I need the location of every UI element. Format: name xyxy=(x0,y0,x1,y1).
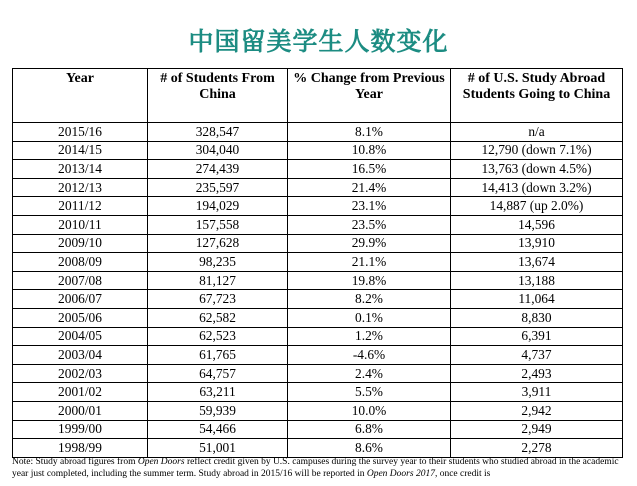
cell-year: 2013/14 xyxy=(13,160,148,179)
cell-year: 2008/09 xyxy=(13,253,148,272)
table-row xyxy=(13,383,623,402)
cell-year: 2007/08 xyxy=(13,271,148,290)
header-year: Year xyxy=(13,69,148,123)
cell-year: 2003/04 xyxy=(13,346,148,365)
cell-percent-change: 6.8% xyxy=(288,420,451,439)
cell-students-from-china: 157,558 xyxy=(148,215,288,234)
cell-year: 2000/01 xyxy=(13,401,148,420)
cell-percent-change: 29.9% xyxy=(288,234,451,253)
cell-students-from-china: 194,029 xyxy=(148,197,288,216)
students-table xyxy=(12,68,623,458)
cell-students-from-china: 62,523 xyxy=(148,327,288,346)
cell-percent-change: 19.8% xyxy=(288,271,451,290)
note-source-2: Open Doors 2017 xyxy=(366,469,435,479)
note-source-1: Open Doors xyxy=(137,457,185,467)
cell-students-from-china: 61,765 xyxy=(148,346,288,365)
table-row xyxy=(13,178,623,197)
cell-us-study-abroad: 8,830 xyxy=(451,308,623,327)
cell-us-study-abroad: 12,790 (down 7.1%) xyxy=(451,141,623,160)
cell-us-study-abroad: 13,910 xyxy=(451,234,623,253)
table-row xyxy=(13,234,623,253)
cell-students-from-china: 63,211 xyxy=(148,383,288,402)
cell-us-study-abroad: 2,493 xyxy=(451,364,623,383)
table-row xyxy=(13,253,623,272)
table-row xyxy=(13,308,623,327)
cell-us-study-abroad: 2,278 xyxy=(451,439,623,458)
cell-percent-change: 8.1% xyxy=(288,123,451,142)
note-prefix: Note: Study abroad figures from xyxy=(12,457,138,467)
table-body xyxy=(13,123,623,458)
cell-percent-change: 16.5% xyxy=(288,160,451,179)
cell-percent-change: 8.2% xyxy=(288,290,451,309)
cell-percent-change: 5.5% xyxy=(288,383,451,402)
header-us-study-abroad: # of U.S. Study Abroad Students Going to China xyxy=(451,69,623,123)
cell-us-study-abroad: 13,188 xyxy=(451,271,623,290)
note-middle: reflect credit given by U.S. campuses during the survey year to their students who studied abroad in the academic year just completed, including the summer term. Study abroad in 2015/16 will be reported in xyxy=(12,457,619,479)
table-row xyxy=(13,346,623,365)
cell-us-study-abroad: 11,064 xyxy=(451,290,623,309)
cell-year: 2014/15 xyxy=(13,141,148,160)
cell-percent-change: 21.4% xyxy=(288,178,451,197)
cell-year: 2005/06 xyxy=(13,308,148,327)
cell-percent-change: 10.0% xyxy=(288,401,451,420)
table-row xyxy=(13,420,623,439)
cell-percent-change: 0.1% xyxy=(288,308,451,327)
cell-percent-change: 1.2% xyxy=(288,327,451,346)
table-row xyxy=(13,271,623,290)
table-row xyxy=(13,197,623,216)
cell-us-study-abroad: 13,763 (down 4.5%) xyxy=(451,160,623,179)
cell-year: 2002/03 xyxy=(13,364,148,383)
cell-students-from-china: 64,757 xyxy=(148,364,288,383)
table-row xyxy=(13,290,623,309)
page-title: 中国留美学生人数变化 xyxy=(188,27,449,56)
table-row xyxy=(13,160,623,179)
table-row xyxy=(13,141,623,160)
note-suffix: , once credit is xyxy=(434,469,491,479)
cell-us-study-abroad: n/a xyxy=(451,123,623,142)
cell-students-from-china: 62,582 xyxy=(148,308,288,327)
cell-students-from-china: 98,235 xyxy=(148,253,288,272)
cell-percent-change: 23.5% xyxy=(288,215,451,234)
cell-students-from-china: 67,723 xyxy=(148,290,288,309)
cell-percent-change: 8.6% xyxy=(288,439,451,458)
cell-percent-change: 21.1% xyxy=(288,253,451,272)
cell-year: 1998/99 xyxy=(13,439,148,458)
cell-students-from-china: 127,628 xyxy=(148,234,288,253)
table-row xyxy=(13,439,623,458)
cell-us-study-abroad: 2,949 xyxy=(451,420,623,439)
cell-percent-change: -4.6% xyxy=(288,346,451,365)
cell-percent-change: 2.4% xyxy=(288,364,451,383)
cell-us-study-abroad: 2,942 xyxy=(451,401,623,420)
cell-students-from-china: 235,597 xyxy=(148,178,288,197)
footnote xyxy=(12,456,627,480)
cell-year: 2004/05 xyxy=(13,327,148,346)
cell-students-from-china: 54,466 xyxy=(148,420,288,439)
cell-year: 2015/16 xyxy=(13,123,148,142)
cell-students-from-china: 59,939 xyxy=(148,401,288,420)
cell-us-study-abroad: 13,674 xyxy=(451,253,623,272)
cell-students-from-china: 328,547 xyxy=(148,123,288,142)
cell-students-from-china: 304,040 xyxy=(148,141,288,160)
cell-percent-change: 10.8% xyxy=(288,141,451,160)
cell-students-from-china: 274,439 xyxy=(148,160,288,179)
cell-us-study-abroad: 14,413 (down 3.2%) xyxy=(451,178,623,197)
cell-year: 2009/10 xyxy=(13,234,148,253)
cell-us-study-abroad: 6,391 xyxy=(451,327,623,346)
cell-us-study-abroad: 4,737 xyxy=(451,346,623,365)
cell-us-study-abroad: 14,887 (up 2.0%) xyxy=(451,197,623,216)
cell-year: 2001/02 xyxy=(13,383,148,402)
cell-students-from-china: 81,127 xyxy=(148,271,288,290)
table-row xyxy=(13,327,623,346)
table-row xyxy=(13,215,623,234)
cell-us-study-abroad: 14,596 xyxy=(451,215,623,234)
cell-year: 2010/11 xyxy=(13,215,148,234)
table-row xyxy=(13,401,623,420)
cell-students-from-china: 51,001 xyxy=(148,439,288,458)
cell-year: 2006/07 xyxy=(13,290,148,309)
table-row xyxy=(13,123,623,142)
header-percent-change: % Change from Previous Year xyxy=(288,69,451,123)
cell-year: 2012/13 xyxy=(13,178,148,197)
cell-us-study-abroad: 3,911 xyxy=(451,383,623,402)
cell-year: 2011/12 xyxy=(13,197,148,216)
table-row xyxy=(13,364,623,383)
cell-year: 1999/00 xyxy=(13,420,148,439)
cell-percent-change: 23.1% xyxy=(288,197,451,216)
table-header-row xyxy=(13,69,623,123)
header-students-from-china: # of Students From China xyxy=(148,69,288,123)
